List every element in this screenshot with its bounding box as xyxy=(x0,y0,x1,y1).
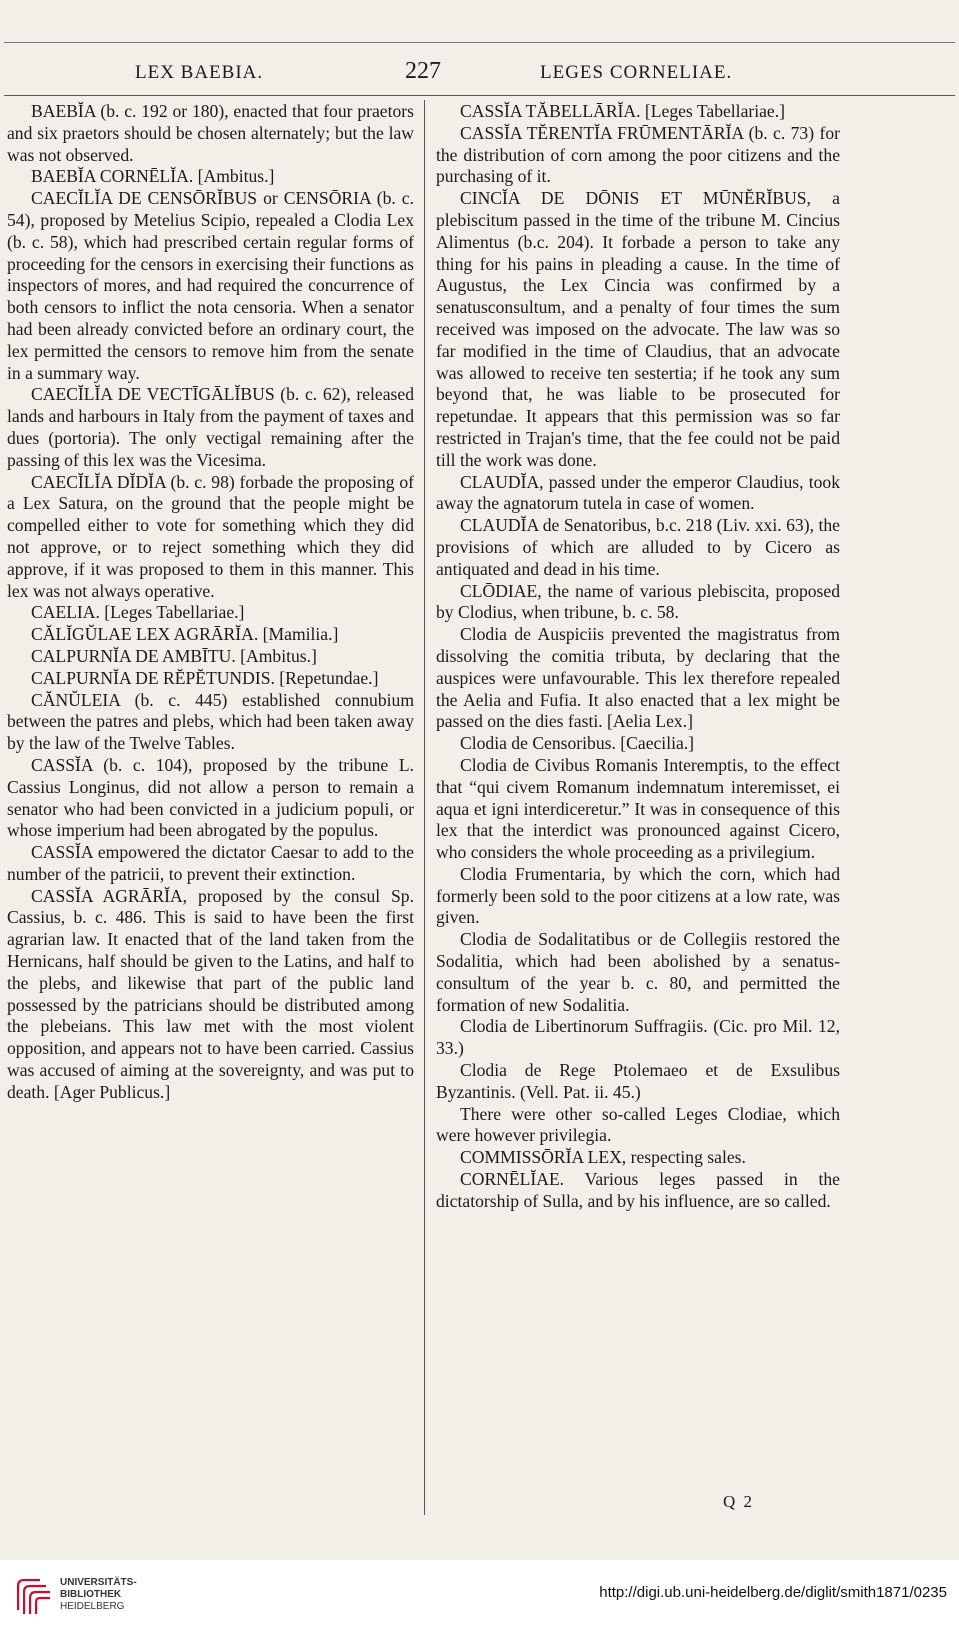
signature-mark: Q 2 xyxy=(723,1492,755,1511)
entry-paragraph: CLAUDĬA, passed under the emperor Claudius, took away the agnatorum tutela in case of women. xyxy=(436,471,840,514)
entry-paragraph: CAELIA. [Leges Tabellariae.] xyxy=(31,602,245,623)
entry-paragraph: CASSĬA empowered the dictator Caesar to add to the number of the patricii, to prevent their extinction. xyxy=(7,842,414,884)
entry-paragraph: CAECĬLĬA DE VECTĪGĀLĬBUS (b. c. 62), released lands and harbours in Italy from the payment of taxes and dues (portoria). The only vectigal remaining after the passing of this lex was the Vicesima. xyxy=(7,384,414,470)
entry-paragraph: Clodia de Censoribus. [Caecilia.] xyxy=(460,733,695,754)
running-head xyxy=(0,58,959,88)
institution-name xyxy=(60,1577,137,1613)
entry-paragraph: CLAUDĬA de Senatoribus, b.c. 218 (Liv. xxi. 63), the provisions of which are alluded to by Cicero as antiquated and dead in his time. xyxy=(436,515,840,579)
entry-paragraph: CAECĬLĬA DĬDĬA (b. c. 98) forbade the proposing of a Lex Satura, on the ground that the people might be compelled either to vote for something which they did not approve, or to reject something which they did approve, if it was proposed to them in this manner. This lex was not always operative. xyxy=(7,471,414,601)
right-column xyxy=(436,101,840,1213)
institution-line: BIBLIOTHEK xyxy=(60,1589,122,1600)
entry-paragraph: Clodia de Auspiciis prevented the magistratus from dissolving the comitia tributa, by declaring that the auspices were unfavourable. This lex therefore repealed the Aelia and Fufia. It also enacted that a lex might be passed on the dies fasti. [Aelia Lex.] xyxy=(436,624,840,732)
entry-paragraph: CASSĬA (b. c. 104), proposed by the tribune L. Cassius Longinus, did not allow a person to remain a senator who had been convicted in a judicium populi, or whose imperium had been abrogated by the populus. xyxy=(7,754,414,841)
entry-paragraph: Clodia de Libertinorum Suffragiis. (Cic. pro Mil. 12, 33.) xyxy=(436,1016,840,1059)
page-number: 227 xyxy=(405,58,441,84)
entry-paragraph: CASSĬA TĂBELLĀRĬA. [Leges Tabellariae.] xyxy=(460,101,786,121)
entry-paragraph: CALPURNĬA DE RĔPĔTUNDIS. [Repetundae.] xyxy=(31,667,379,688)
entry-paragraph: BAEBĬA (b. c. 192 or 180), enacted that four praetors and six praetors should be chosen alternately; but the law was not observed. xyxy=(7,101,414,165)
left-column xyxy=(7,101,414,1104)
entry-paragraph: CĂNŬLEIA (b. c. 445) established connubium between the patres and plebs, which had been taken away by the law of the Twelve Tables. xyxy=(7,689,414,754)
entry-paragraph: Clodia de Civibus Romanis Interemptis, to the effect that “qui civem Romanum indemnatum interemisset, ei aqua et igni interdiceretur.” It was in consequence of this lex that the interdict was pronounced against Cicero, who considers the whole proceeding as a privilegium. xyxy=(436,754,840,863)
institution-line: HEIDELBERG xyxy=(60,1601,125,1612)
header-rule xyxy=(4,95,955,96)
footer-bar xyxy=(0,1560,959,1630)
entry-paragraph: BAEBĬA CORNĒLĬA. [Ambitus.] xyxy=(31,166,275,187)
entry-paragraph: Clodia Frumentaria, by which the corn, which had formerly been sold to the poor citizens at a low rate, was given. xyxy=(436,863,840,928)
entry-paragraph: CAECĬLĬA DE CENSŌRĬBUS or CENSŌRIA (b. c. 54), proposed by Metelius Scipio, repealed a Clodia Lex (b. c. 58), which had prescribed certain regular forms of proceeding for the censors in exercising their functions as inspectors of mores, and had required the concurrence of both censors to inflict the nota censoria. When a senator had been already convicted before an ordinary court, the lex permitted the censors to remove him from the senate in a summary way. xyxy=(7,188,414,383)
institution-line: UNIVERSITÄTS- xyxy=(60,1577,137,1588)
entry-paragraph: There were other so-called Leges Clodiae, which were however privilegia. xyxy=(436,1103,840,1146)
top-rule xyxy=(4,42,955,43)
column-divider xyxy=(424,100,425,1515)
entry-paragraph: CASSĬA AGRĀRĬA, proposed by the consul Sp. Cassius, b. c. 486. This is said to have been the first agrarian law. It enacted that of the land taken from the Hernicans, half should be given to the Latins, and half to the plebs, and likewise that part of the public land possessed by the patricians should be distributed among the plebeians. This law met with the most violent opposition, and appears not to have been carried. Cassius was accused of aiming at the sovereignty, and was put to death. [Ager Publicus.] xyxy=(7,885,414,1102)
entry-paragraph: Clodia de Rege Ptolemaeo et de Exsulibus Byzantinis. (Vell. Pat. ii. 45.) xyxy=(436,1060,840,1102)
entry-paragraph: Clodia de Sodalitatibus or de Collegiis restored the Sodalitia, which had been abolished by a senatus-consultum of the year b. c. 80, and permitted the formation of new Sodalitia. xyxy=(436,929,840,1015)
running-head-right: LEGES CORNELIAE. xyxy=(540,62,733,83)
library-logo-icon xyxy=(10,1572,56,1618)
entry-paragraph: CASSĬA TĔRENTĬA FRŪMENTĀRĬA (b. c. 73) for the distribution of corn among the poor citizens and the purchasing of it. xyxy=(436,122,840,187)
entry-paragraph: CĂLĬGŬLAE LEX AGRĀRĬA. [Mamilia.] xyxy=(31,624,339,645)
entry-paragraph: CALPURNĬA DE AMBĪTU. [Ambitus.] xyxy=(31,645,317,666)
entry-paragraph: CLŌDIAE, the name of various plebiscita, proposed by Clodius, when tribune, b. c. 58. xyxy=(436,580,840,623)
entry-paragraph: CINCĬA DE DŌNIS ET MŪNĔRĬBUS, a plebiscitum passed in the time of the tribune M. Cincius Alimentus (b.c. 204). It forbade a person to take any thing for his pains in pleading a cause. In the time of Augustus, the Lex Cincia was confirmed by a senatusconsultum, and a penalty of four times the sum received was imposed on the advocate. The law was so far modified in the time of Claudius, that an advocate was allowed to receive ten sestertia; if he took any sum beyond that, he was liable to be prosecuted for repetundae. It appears that this permission was so far restricted in Trajan's time, that the fee could not be paid till the work was done. xyxy=(436,188,840,470)
entry-paragraph: CORNĒLĬAE. Various leges passed in the dictatorship of Sulla, and by his influence, are so called. xyxy=(436,1169,840,1211)
source-url-link[interactable]: http://digi.ub.uni-heidelberg.de/diglit/smith1871/0235 xyxy=(599,1584,947,1601)
entry-paragraph: COMMISSŌRĬA LEX, respecting sales. xyxy=(460,1147,746,1168)
running-head-left: LEX BAEBIA. xyxy=(135,62,264,83)
